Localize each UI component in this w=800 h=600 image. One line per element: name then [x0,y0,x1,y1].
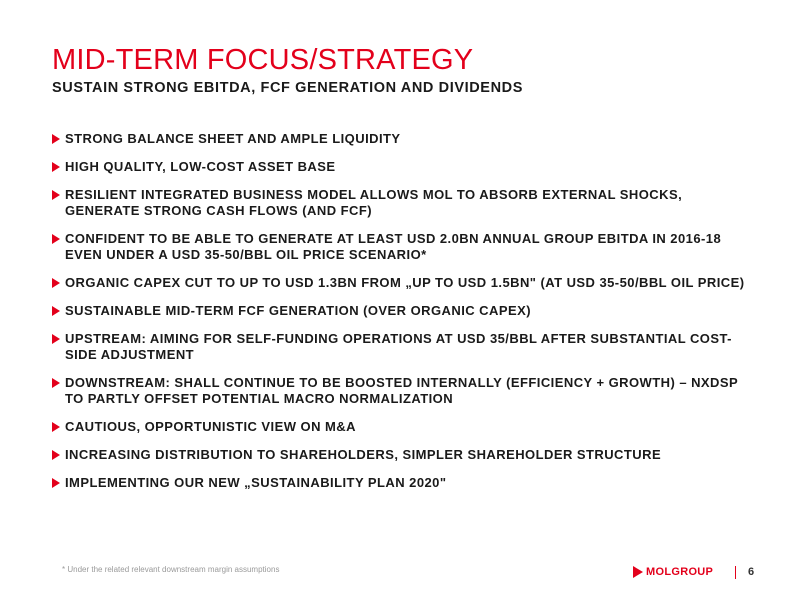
bullet-item [52,375,752,407]
bullet-item [52,131,752,147]
bullet-text: DOWNSTREAM: SHALL CONTINUE TO BE BOOSTED INTERNALLY (EFFICIENCY + GROWTH) – NXDSP TO PARTLY OFFSET POTENTIAL MACRO NORMALIZATION [65,375,738,406]
bullet-text: ORGANIC CAPEX CUT TO UP TO USD 1.3BN FROM „UP TO USD 1.5BN" (AT USD 35-50/BBL OIL PRICE) [65,275,745,290]
bullet-item [52,475,752,491]
bullet-text: CAUTIOUS, OPPORTUNISTIC VIEW ON M&A [65,419,356,434]
bullet-text: RESILIENT INTEGRATED BUSINESS MODEL ALLOWS MOL TO ABSORB EXTERNAL SHOCKS, GENERATE STRONG CASH FLOWS (AND FCF) [65,187,683,218]
bullet-arrow-icon [52,190,60,200]
logo-arrow-icon [633,566,643,578]
bullet-text: INCREASING DISTRIBUTION TO SHAREHOLDERS, SIMPLER SHAREHOLDER STRUCTURE [65,447,662,462]
bullet-arrow-icon [52,478,60,488]
bullet-text: SUSTAINABLE MID-TERM FCF GENERATION (OVER ORGANIC CAPEX) [65,303,531,318]
logo-text: MOLGROUP [646,566,714,578]
molgroup-logo [633,566,713,578]
bullet-arrow-icon [52,334,60,344]
bullet-arrow-icon [52,134,60,144]
bullet-arrow-icon [52,234,60,244]
page-number: 6 [748,566,755,578]
bullet-item [52,331,752,363]
bullet-item [52,419,752,435]
bullet-item [52,159,752,175]
bullet-item [52,275,752,291]
bullet-arrow-icon [52,422,60,432]
bullet-text: CONFIDENT TO BE ABLE TO GENERATE AT LEAST USD 2.0BN ANNUAL GROUP EBITDA IN 2016-18 EVEN UNDER A USD 35-50/BBL OIL PRICE SCENARIO* [65,231,722,262]
footer-divider [735,566,736,579]
bullet-text: HIGH QUALITY, LOW-COST ASSET BASE [65,159,336,174]
slide-title: MID-TERM FOCUS/STRATEGY [52,44,474,76]
bullet-item [52,447,752,463]
bullet-arrow-icon [52,450,60,460]
bullet-text: STRONG BALANCE SHEET AND AMPLE LIQUIDITY [65,131,401,146]
bullet-item [52,303,752,319]
bullet-arrow-icon [52,278,60,288]
bullet-list [52,131,752,503]
bullet-arrow-icon [52,162,60,172]
bullet-text: IMPLEMENTING OUR NEW „SUSTAINABILITY PLAN 2020" [65,475,447,490]
bullet-arrow-icon [52,306,60,316]
bullet-item [52,187,752,219]
bullet-item [52,231,752,263]
footnote: * Under the related relevant downstream margin assumptions [62,565,280,574]
slide-subtitle: SUSTAIN STRONG EBITDA, FCF GENERATION AND DIVIDENDS [52,80,523,96]
bullet-text: UPSTREAM: AIMING FOR SELF-FUNDING OPERATIONS AT USD 35/BBL AFTER SUBSTANTIAL COST-SIDE ADJUSTMENT [65,331,732,362]
bullet-arrow-icon [52,378,60,388]
